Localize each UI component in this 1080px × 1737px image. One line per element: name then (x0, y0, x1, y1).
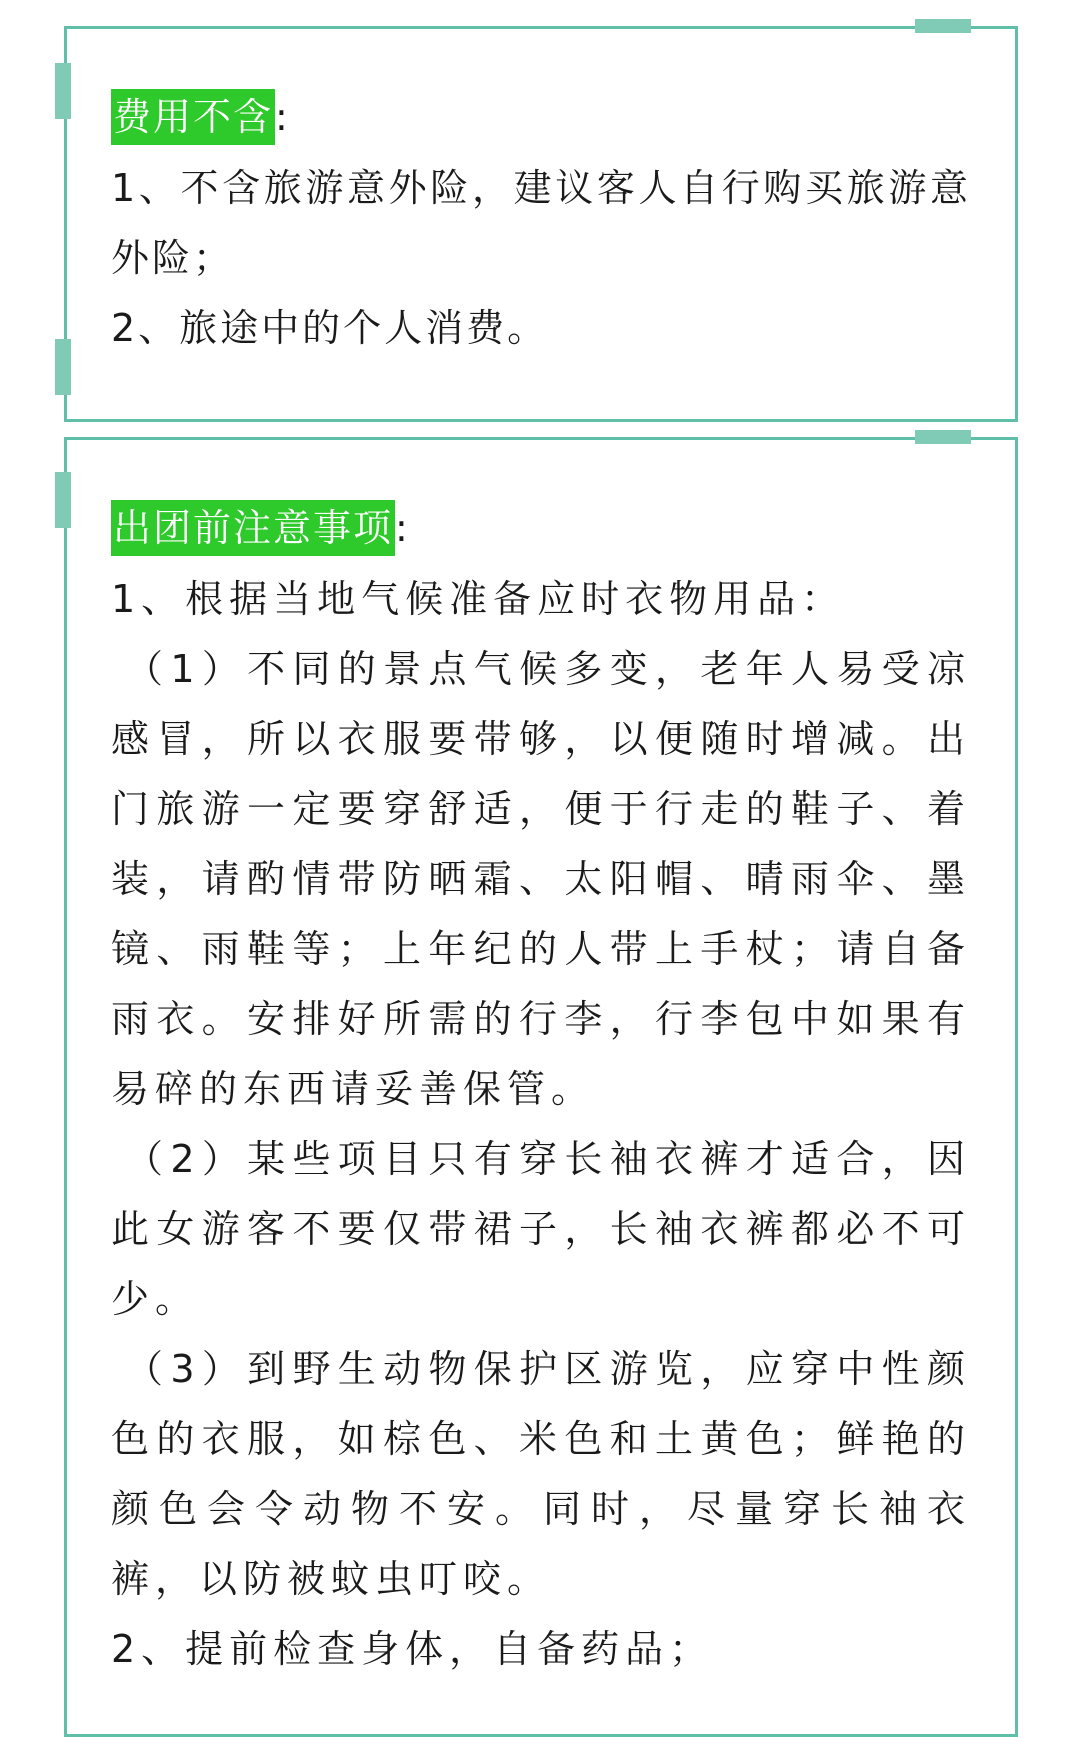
card-top-tab-decoration (915, 430, 971, 444)
pre-departure-subitem-3: （3）到野生动物保护区游览，应穿中性颜色的衣服，如棕色、米色和土黄色；鲜艳的颜色会令动物不安。同时，尽量穿长袖衣裤，以防被蚊虫叮咬。 (111, 1347, 971, 1601)
pre-departure-item-1: 1、根据当地气候准备应时衣物用品： (111, 577, 846, 621)
pre-departure-subitem-1: （1）不同的景点气候多变，老年人易受凉感冒，所以衣服要带够，以便随时增减。出门旅游一定要穿舒适，便于行走的鞋子、着装，请酌情带防晒霜、太阳帽、晴雨伞、墨镜、雨鞋等；上年纪的人带上手杖；请自备雨衣。安排好所需的行李，行李包中如果有易碎的东西请妥善保管。 (111, 647, 971, 1111)
pre-departure-item-2: 2、提前检查身体，自备药品； (111, 1627, 714, 1671)
card-top-tab-decoration (915, 19, 971, 33)
fees-excluded-item-2: 2、旅途中的个人消费。 (111, 306, 549, 350)
pre-departure-heading-line (111, 500, 971, 564)
fees-excluded-content (111, 89, 971, 363)
pre-departure-notes-card (64, 437, 1018, 1737)
pre-departure-heading: 出团前注意事项 (111, 500, 395, 556)
fees-excluded-heading-line (111, 89, 971, 153)
heading-colon: : (395, 506, 410, 550)
fees-excluded-item-1: 1、不含旅游意外险，建议客人自行购买旅游意外险； (111, 166, 971, 280)
card-left-tab-decoration (55, 472, 71, 528)
fees-excluded-heading: 费用不含 (111, 89, 275, 145)
fees-excluded-card (64, 26, 1018, 422)
pre-departure-notes-content (111, 500, 971, 1684)
card-left-tab-decoration (55, 63, 71, 119)
heading-colon: : (275, 95, 290, 139)
card-left-tab-decoration (55, 339, 71, 395)
pre-departure-subitem-2: （2）某些项目只有穿长袖衣裤才适合，因此女游客不要仅带裙子，长袖衣裤都必不可少。 (111, 1137, 971, 1321)
